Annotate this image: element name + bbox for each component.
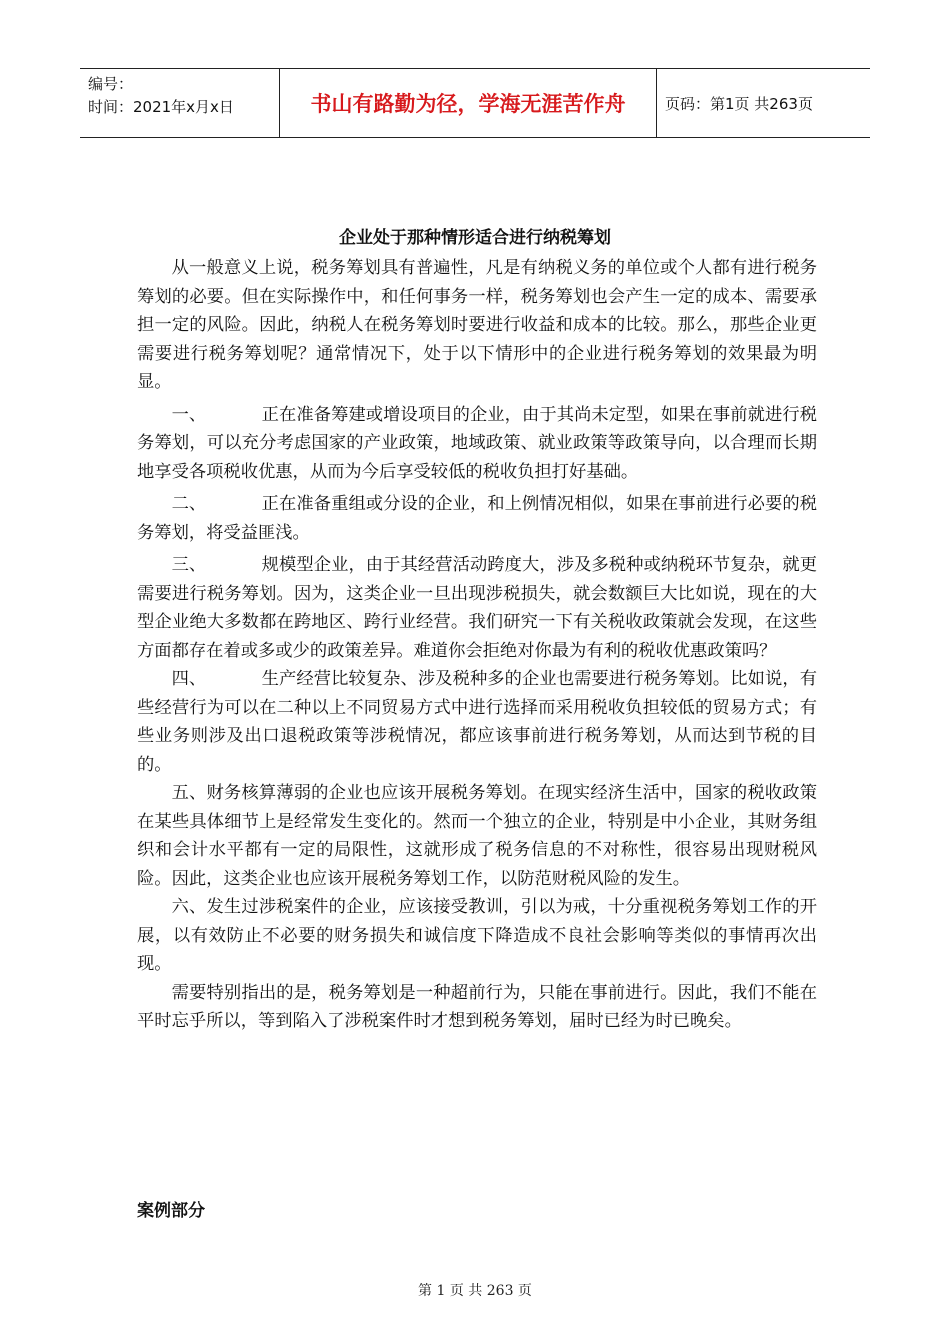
list-item xyxy=(137,665,817,779)
list-item-number: 一、 xyxy=(171,404,207,425)
list-item-text: 正在准备筹建或增设项目的企业，由于其尚未定型，如果在事前就进行税务筹划，可以充分考虑国家的产业政策，地域政策、就业政策等政策导向，以合理而长期地享受各项税收优惠，从而为今后享受较低的税收负担打好基础。 xyxy=(137,404,817,482)
header-motto: 书山有路勤为径，学海无涯苦作舟 xyxy=(280,69,657,137)
header-page-info: 页码：第1页 共263页 xyxy=(665,94,813,113)
list-item-number: 四、 xyxy=(171,669,207,689)
list-item xyxy=(137,551,817,665)
document-body xyxy=(137,254,817,1036)
section-title: 案例部分 xyxy=(137,1201,205,1221)
list-item-text: 规模型企业，由于其经营活动跨度大，涉及多税种或纳税环节复杂，就更需要进行税务筹划。因为，这类企业一旦出现涉税损失，就会数额巨大比如说，现在的大型企业绝大多数都在跨地区、跨行业经营。我们研究一下有关税收政策就会发现，在这些方面都存在着或多或少的政策差异。难道你会拒绝对你最为有利的税收优惠政策吗？ xyxy=(137,555,817,661)
list-item xyxy=(137,401,817,487)
list-item-number: 二、 xyxy=(171,494,207,514)
page-header xyxy=(80,68,870,138)
number-label: 编号： xyxy=(88,75,134,93)
list-item-number: 三、 xyxy=(171,555,207,575)
list-item-text: 生产经营比较复杂、涉及税种多的企业也需要进行税务筹划。比如说，有些经营行为可以在二种以上不同贸易方式中进行选择而采用税收负担较低的贸易方式；有些业务则涉及出口退税政策等涉税情况，都应该事前进行税务筹划，从而达到节税的目的。 xyxy=(137,669,817,775)
intro-paragraph: 从一般意义上说，税务筹划具有普遍性，凡是有纳税义务的单位或个人都有进行税务筹划的必要。但在实际操作中，和任何事务一样，税务筹划也会产生一定的成本、需要承担一定的风险。因此，纳税人在税务筹划时要进行收益和成本的比较。那么，那些企业更需要进行税务筹划呢？通常情况下，处于以下情形中的企业进行税务筹划的效果最为明显。 xyxy=(137,258,817,392)
list-item xyxy=(137,490,817,547)
list-item-text: 正在准备重组或分设的企业，和上例情况相似，如果在事前进行必要的税务筹划，将受益匪浅。 xyxy=(137,494,817,543)
conclusion-paragraph: 需要特别指出的是，税务筹划是一种超前行为，只能在事前进行。因此，我们不能在平时忘乎所以，等到陷入了涉税案件时才想到税务筹划，届时已经为时已晚矣。 xyxy=(137,982,817,1031)
paragraph-five: 五、财务核算薄弱的企业也应该开展税务筹划。在现实经济生活中，国家的税收政策在某些具体细节上是经常发生变化的。然而一个独立的企业，特别是中小企业，其财务组织和会计水平都有一定的局限性，这就形成了税务信息的不对称性，很容易出现财税风险。因此，这类企业也应该开展税务筹划工作，以防范财税风险的发生。 xyxy=(137,783,817,889)
paragraph-six: 六、发生过涉税案件的企业，应该接受教训，引以为戒，十分重视税务筹划工作的开展，以有效防止不必要的财务损失和诚信度下降造成不良社会影响等类似的事情再次出现。 xyxy=(137,897,817,974)
header-meta xyxy=(80,69,280,137)
document-title: 企业处于那种情形适合进行纳税筹划 xyxy=(339,228,611,248)
page-footer: 第 1 页 共 263 页 xyxy=(418,1283,532,1299)
time-label: 时间：2021年x月x日 xyxy=(88,98,234,116)
